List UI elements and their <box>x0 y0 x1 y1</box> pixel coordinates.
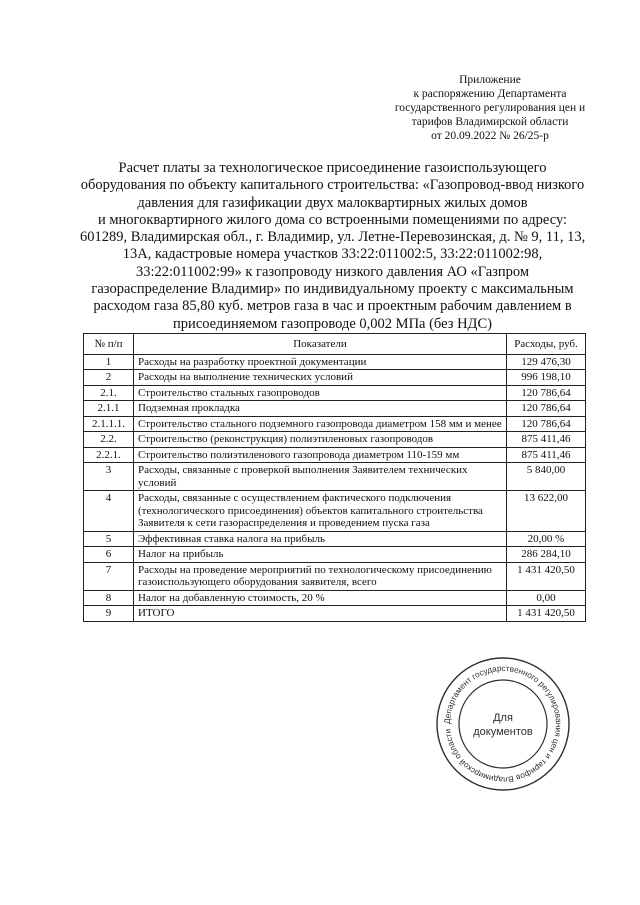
row-description: Строительство полиэтиленового газопровода диаметром 110-159 мм <box>134 447 507 463</box>
column-header-expenses: Расходы, руб. <box>507 334 586 355</box>
row-number: 2.1.1.1. <box>84 416 134 432</box>
row-description: Эффективная ставка налога на прибыль <box>134 531 507 547</box>
table-row <box>84 432 586 448</box>
row-description: Налог на добавленную стоимость, 20 % <box>134 590 507 606</box>
row-value: 286 284,10 <box>507 547 586 563</box>
calculation-table <box>83 333 586 622</box>
appendix-header <box>370 73 610 143</box>
title-line: 13А, кадастровые номера участков 33:22:011002:5, 33:22:011002:98, <box>122 246 543 263</box>
table-row <box>84 491 586 532</box>
document-title <box>80 160 585 333</box>
column-header-indicators: Показатели <box>134 334 507 355</box>
row-value: 5 840,00 <box>507 463 586 491</box>
official-stamp <box>434 655 572 793</box>
row-value: 996 198,10 <box>507 370 586 386</box>
row-description: Подземная прокладка <box>134 401 507 417</box>
row-value: 1 431 420,50 <box>507 606 586 622</box>
row-number: 2.2. <box>84 432 134 448</box>
row-number: 4 <box>84 491 134 532</box>
title-line: газораспределение Владимир» по индивидуальному проекту с максимальным <box>91 281 574 298</box>
row-description: Расходы на разработку проектной документации <box>134 354 507 370</box>
row-value: 120 786,64 <box>507 416 586 432</box>
table-row <box>84 416 586 432</box>
title-line: давления для газификации двух малоквартирных жилых домов <box>137 194 528 211</box>
row-value: 0,00 <box>507 590 586 606</box>
row-description: Налог на прибыль <box>134 547 507 563</box>
table-row <box>84 531 586 547</box>
table-row <box>84 401 586 417</box>
row-number: 8 <box>84 590 134 606</box>
row-value: 875 411,46 <box>507 447 586 463</box>
appendix-line: к распоряжению Департамента <box>413 88 567 100</box>
row-description: Строительство стальных газопроводов <box>134 385 507 401</box>
row-value: 120 786,64 <box>507 401 586 417</box>
row-value: 1 431 420,50 <box>507 562 586 590</box>
table-row <box>84 547 586 563</box>
row-number: 9 <box>84 606 134 622</box>
row-number: 6 <box>84 547 134 563</box>
row-value: 875 411,46 <box>507 432 586 448</box>
title-line: Расчет платы за технологическое присоединение газоиспользующего <box>118 160 547 176</box>
table-row <box>84 562 586 590</box>
table-row <box>84 463 586 491</box>
row-description: Строительство стального подземного газопровода диаметром 158 мм и менее <box>134 416 507 432</box>
row-value: 120 786,64 <box>507 385 586 401</box>
stamp-inner-ring <box>459 680 547 768</box>
stamp-center-line: Для <box>493 712 513 724</box>
row-description: Расходы на проведение мероприятий по технологическому присоединению газоиспользующего оборудования заявителя, всего <box>134 562 507 590</box>
row-number: 5 <box>84 531 134 547</box>
title-line: присоединяемом газопроводе 0,002 МПа (без НДС) <box>173 315 492 332</box>
title-line: 601289, Владимирская обл., г. Владимир, ул. Летне-Перевозинская, д. № 9, 11, 13, <box>80 229 586 246</box>
table-header-row <box>84 334 586 355</box>
table-row <box>84 370 586 386</box>
table-row <box>84 590 586 606</box>
row-number: 2 <box>84 370 134 386</box>
table-row <box>84 354 586 370</box>
row-number: 1 <box>84 354 134 370</box>
appendix-line: от 20.09.2022 № 26/25-р <box>431 130 549 142</box>
title-line: 33:22:011002:99» к газопроводу низкого давления АО «Газпром <box>135 263 530 280</box>
row-value: 129 476,30 <box>507 354 586 370</box>
appendix-line: Приложение <box>459 74 521 86</box>
row-value: 20,00 % <box>507 531 586 547</box>
row-description: Расходы на выполнение технических условий <box>134 370 507 386</box>
title-line: расходом газа 85,80 куб. метров газа в час и проектным рабочим давлением в <box>93 298 572 315</box>
stamp-center-line: документов <box>473 726 533 738</box>
appendix-line: тарифов Владимирской области <box>411 116 569 128</box>
row-number: 2.1. <box>84 385 134 401</box>
row-number: 7 <box>84 562 134 590</box>
row-number: 3 <box>84 463 134 491</box>
row-description: Строительство (реконструкция) полиэтиленовых газопроводов <box>134 432 507 448</box>
row-description: ИТОГО <box>134 606 507 622</box>
title-line: оборудования по объекту капитального строительства: «Газопровод-ввод низкого <box>80 177 585 194</box>
stamp-outer-ring <box>437 658 569 790</box>
row-description: Расходы, связанные с проверкой выполнения Заявителем технических условий <box>134 463 507 491</box>
stamp-ring-text: Департамент государственного регулирования цен и тарифов Владимирской области <box>442 663 564 785</box>
table-row <box>84 606 586 622</box>
table-row <box>84 447 586 463</box>
row-number: 2.1.1 <box>84 401 134 417</box>
title-line: и многоквартирного жилого дома со встроенными помещениями по адресу: <box>97 211 568 228</box>
table-row <box>84 385 586 401</box>
row-description: Расходы, связанные с осуществлением фактического подключения (технологического присоединения) объектов капитального строительства Заявителя к сети газораспределения и проведением пуска газа <box>134 491 507 532</box>
row-number: 2.2.1. <box>84 447 134 463</box>
row-value: 13 622,00 <box>507 491 586 532</box>
appendix-line: государственного регулирования цен и <box>394 102 586 114</box>
column-header-number: № п/п <box>84 334 134 355</box>
